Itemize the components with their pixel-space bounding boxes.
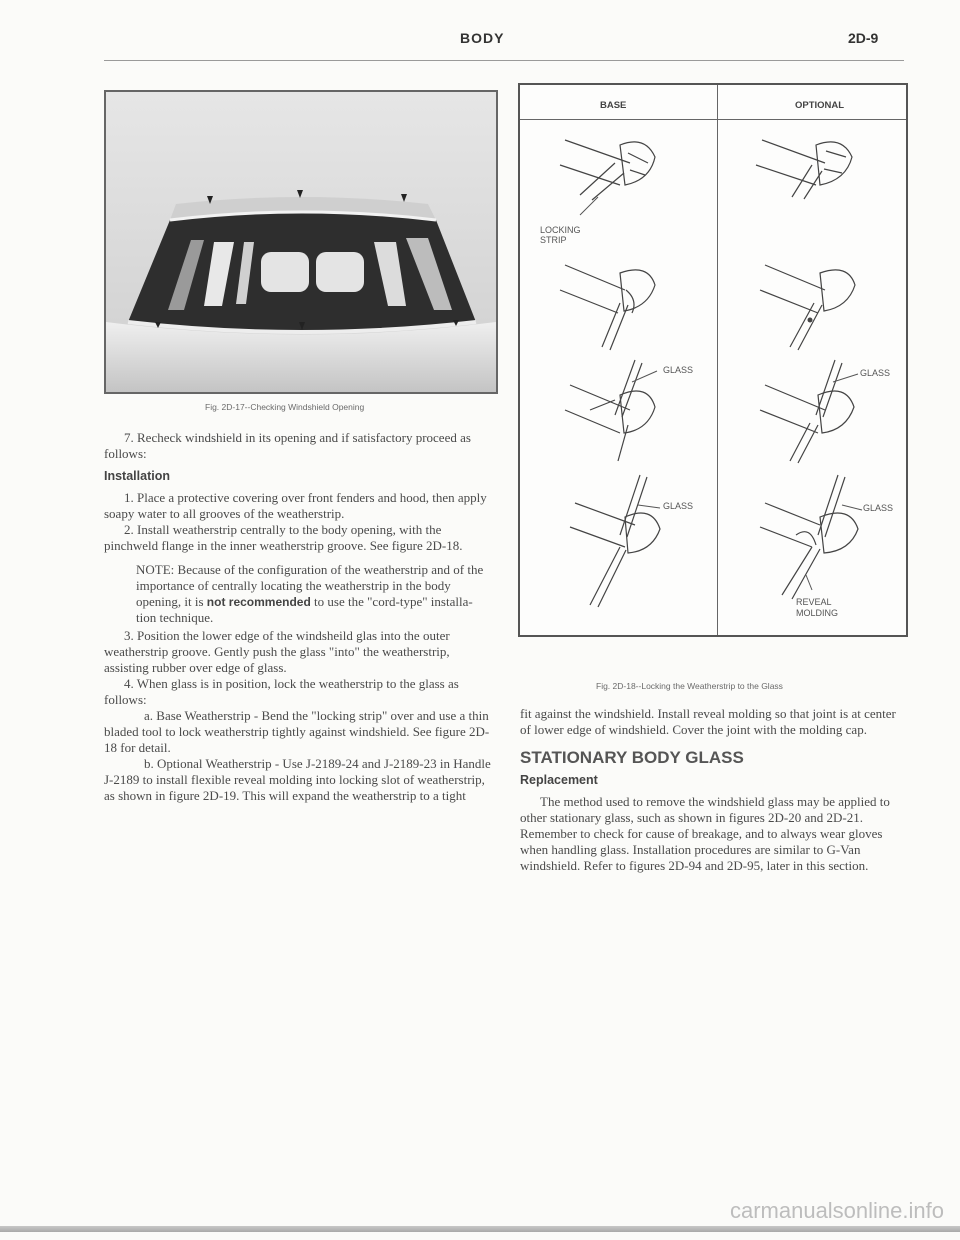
figure-17-caption: Fig. 2D-17--Checking Windshield Opening <box>205 402 365 412</box>
note-paragraph <box>104 562 494 626</box>
step-3: 3. Position the lower edge of the windsheild glas into the outer weatherstrip groove. Gently push the glass "into" the weatherstrip, assisting rubber over edge of glass. <box>104 628 450 675</box>
optional-step-1-drawing <box>756 140 852 199</box>
bottom-edge <box>0 1226 960 1232</box>
replacement-subheading: Replacement <box>520 773 598 787</box>
note-text-a: NOTE: Because of the configuration of the weatherstrip and of the importance of centrally locating the weatherstrip in the body opening, it is <box>136 562 484 609</box>
step-7: 7. Recheck windshield in its opening and if satisfactory proceed as follows: <box>104 430 471 461</box>
weatherstrip-diagram <box>518 83 908 637</box>
continued-paragraph: fit against the windshield. Install reveal molding so that joint is at center of lower edge of windshield. Cover the joint with the molding cap. <box>520 706 896 737</box>
left-column <box>104 430 494 804</box>
watermark-text: carmanualsonline.info <box>729 1198 944 1223</box>
base-step-3-drawing <box>565 360 655 461</box>
reveal-molding-label: REVEAL MOLDING <box>796 597 839 618</box>
page-number: 2D-9 <box>848 30 879 46</box>
right-column <box>520 706 906 874</box>
replacement-paragraph: The method used to remove the windshield glass may be applied to other stationary glass, such as shown in figures 2D-20 and 2D-21. Remember to check for cause of breakage, and to always wear gloves when handling glass. Installation procedures are similar to G-Van windshield. Refer to figures 2D-94 and 2D-95, later in this section. <box>520 794 890 873</box>
locking-strip-label: LOCKING STRIP <box>540 225 581 245</box>
note-emphasis: not recommended <box>206 595 311 609</box>
base-step-2-drawing <box>560 265 655 350</box>
step-1: 1. Place a protective covering over front fenders and hood, then apply soapy water to all grooves of the weatherstrip. <box>104 490 487 521</box>
base-step-1-drawing <box>560 140 655 200</box>
weatherstrip-drawings <box>520 85 906 635</box>
step-2: 2. Install weatherstrip centrally to the body opening, with the pinchweld flange in the inner weatherstrip groove. See figure 2D-18. <box>104 522 463 553</box>
base-step-4-drawing <box>570 475 660 607</box>
step-4a: a. Base Weatherstrip - Bend the "locking strip" over and use a thin bladed tool to lock weatherstrip tightly against windshield. See figure 2D-18 for detail. <box>104 708 490 755</box>
running-header-title: BODY <box>460 30 505 46</box>
base-column-label: BASE <box>600 100 627 111</box>
optional-glass-label-1: GLASS <box>860 368 891 378</box>
base-glass-label-1: GLASS <box>663 365 694 375</box>
step-4b: b. Optional Weatherstrip - Use J-2189-24 and J-2189-23 in Handle J-2189 to install flexible reveal molding into locking slot of weatherstrip, as shown in figure 2D-19. This will expand the weatherstrip to a tight <box>104 756 491 803</box>
step-4: 4. When glass is in position, lock the weatherstrip to the glass as follows: <box>104 676 459 707</box>
optional-step-2-drawing <box>760 265 855 350</box>
optional-step-4-drawing <box>760 475 858 599</box>
figure-18-caption: Fig. 2D-18--Locking the Weatherstrip to the Glass <box>596 681 783 691</box>
base-glass-label-2: GLASS <box>663 501 694 511</box>
installation-heading: Installation <box>104 469 170 483</box>
windshield-opening-photo <box>104 90 498 394</box>
optional-step-3-drawing <box>760 360 854 463</box>
header-divider <box>104 60 904 61</box>
optional-column-label: OPTIONAL <box>795 100 845 111</box>
note-text-b: to use the "cord-type" installa- tion technique. <box>136 594 473 625</box>
optional-glass-label-2: GLASS <box>863 503 894 513</box>
stationary-glass-heading: STATIONARY BODY GLASS <box>520 748 744 767</box>
